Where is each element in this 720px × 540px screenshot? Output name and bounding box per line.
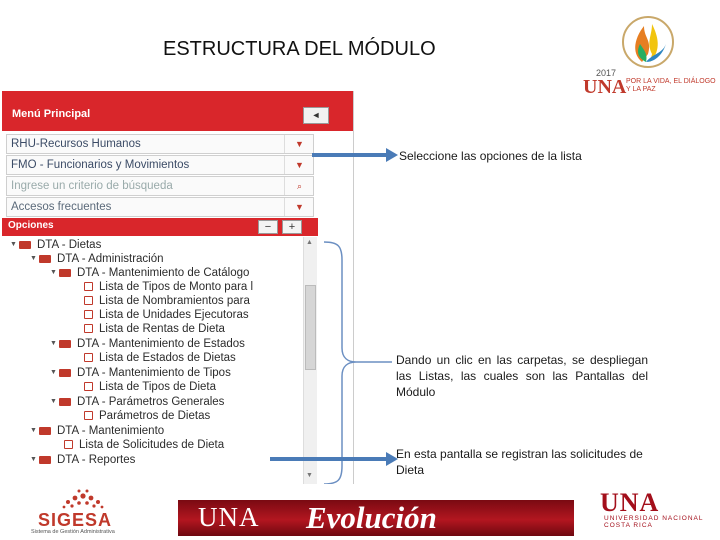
tree-list-item[interactable]	[84, 410, 210, 424]
document-icon	[84, 382, 93, 391]
folder-open-icon	[19, 240, 33, 249]
tree-label: Lista de Rentas de Dieta	[99, 323, 225, 335]
document-icon	[84, 324, 93, 333]
sigesa-name: SIGESA	[38, 510, 113, 530]
tree-list-item[interactable]	[64, 439, 224, 453]
document-icon	[84, 310, 93, 319]
sigesa-dots-icon	[48, 488, 118, 510]
tree-label: Parámetros de Dietas	[99, 410, 211, 422]
options-label: Opciones	[8, 220, 54, 231]
options-bar	[2, 218, 318, 236]
tree-label: DTA - Mantenimiento de Estados	[77, 338, 245, 350]
scroll-up-icon[interactable]: ▲	[306, 239, 313, 246]
folder-open-icon	[39, 455, 53, 464]
una-logo-subtitle: UNIVERSIDAD NACIONAL COSTA RICA	[604, 515, 704, 529]
note-register: En esta pantalla se registran las solicitudes de Dieta	[396, 447, 643, 477]
tree-label: Lista de Tipos de Dieta	[99, 381, 216, 393]
tree-label: DTA - Mantenimiento	[57, 425, 165, 437]
tree-folder[interactable]	[30, 425, 164, 439]
tree-label: Lista de Nombramientos para	[99, 295, 250, 307]
expand-all-button[interactable]: +	[282, 220, 302, 234]
scroll-down-icon[interactable]: ▼	[306, 472, 313, 479]
tree-label: DTA - Mantenimiento de Tipos	[77, 367, 231, 379]
chevron-down-icon[interactable]: ▼	[284, 135, 314, 153]
arrow-icon	[270, 452, 398, 466]
tree-folder[interactable]	[50, 267, 249, 281]
brace-icon	[322, 240, 394, 486]
tree-list-item[interactable]	[84, 295, 250, 309]
submodule-select[interactable]	[6, 155, 314, 175]
tree-list-item[interactable]	[84, 381, 216, 395]
folder-open-icon	[59, 268, 73, 277]
tree-folder[interactable]	[50, 367, 231, 381]
folder-open-icon	[59, 397, 73, 406]
document-icon	[84, 296, 93, 305]
folder-open-icon	[39, 254, 53, 263]
document-icon	[84, 353, 93, 362]
una-2017-logo	[582, 12, 716, 98]
logo-tagline: POR LA VIDA, EL DIÁLOGO Y LA PAZ	[626, 78, 716, 93]
arrow-icon	[312, 148, 398, 162]
tree-list-item[interactable]	[84, 309, 249, 323]
tree-folder[interactable]	[30, 253, 164, 267]
expand-triangle-icon: ▼	[50, 398, 57, 406]
expand-triangle-icon: ▼	[30, 255, 37, 263]
main-menu-panel	[2, 91, 354, 484]
menu-header	[2, 91, 354, 131]
tree-list-item[interactable]	[84, 352, 236, 366]
frequent-access-select[interactable]	[6, 197, 314, 217]
flame-icon	[622, 14, 674, 70]
folder-open-icon	[59, 339, 73, 348]
document-icon	[64, 440, 73, 449]
tree-scrollbar[interactable]	[303, 237, 317, 484]
tree-label: DTA - Mantenimiento de Catálogo	[77, 267, 250, 279]
tree-label: Lista de Tipos de Monto para l	[99, 281, 254, 293]
expand-triangle-icon: ▼	[30, 427, 37, 435]
expand-triangle-icon: ▼	[50, 369, 57, 377]
collapse-menu-button[interactable]: ◄	[303, 107, 329, 124]
logo-year: 2017	[596, 68, 617, 78]
chevron-down-icon[interactable]: ▼	[284, 156, 314, 174]
sigesa-logo	[26, 488, 156, 538]
slide-title: ESTRUCTURA DEL MÓDULO	[163, 38, 436, 60]
search-input[interactable]	[6, 176, 314, 196]
menu-title: Menú Principal	[12, 108, 91, 120]
document-icon	[84, 411, 93, 420]
expand-triangle-icon: ▼	[30, 456, 37, 464]
search-placeholder: Ingrese un criterio de búsqueda	[11, 180, 173, 192]
tree-folder[interactable]	[50, 396, 224, 410]
tree-label: DTA - Administración	[57, 253, 164, 265]
folder-open-icon	[59, 368, 73, 377]
note-select-options: Seleccione las opciones de la lista	[399, 149, 582, 163]
una-logo-text: UNA	[600, 488, 660, 517]
tree-folder[interactable]	[50, 338, 245, 352]
sigesa-subtitle: Sistema de Gestión Administrativa	[31, 529, 115, 535]
frequent-access-value: Accesos frecuentes	[11, 201, 112, 213]
banner-evolucion: Evolución	[306, 500, 437, 535]
tree-folder[interactable]	[10, 239, 101, 253]
options-tree	[2, 238, 302, 484]
chevron-down-icon[interactable]: ▼	[284, 198, 314, 216]
tree-list-item[interactable]	[84, 323, 225, 337]
banner-una: UNA	[198, 502, 260, 532]
submodule-select-value: FMO - Funcionarios y Movimientos	[11, 159, 190, 171]
tree-label: Lista de Solicitudes de Dieta	[79, 439, 225, 451]
expand-triangle-icon: ▼	[10, 241, 17, 249]
tree-folder[interactable]	[30, 454, 135, 468]
tree-list-item[interactable]	[84, 281, 253, 295]
document-icon	[84, 282, 93, 291]
module-select[interactable]	[6, 134, 314, 154]
tree-label: DTA - Reportes	[57, 454, 136, 466]
una-university-logo	[600, 488, 710, 538]
expand-triangle-icon: ▼	[50, 340, 57, 348]
module-select-value: RHU-Recursos Humanos	[11, 138, 141, 150]
tree-label: Lista de Estados de Dietas	[99, 352, 236, 364]
search-icon[interactable]: ⌕	[284, 177, 314, 195]
logo-brand: UNA	[583, 76, 627, 98]
tree-label: DTA - Parámetros Generales	[77, 396, 225, 408]
expand-triangle-icon: ▼	[50, 269, 57, 277]
tree-label: Lista de Unidades Ejecutoras	[99, 309, 249, 321]
scrollbar-thumb[interactable]	[305, 285, 316, 370]
folder-open-icon	[39, 426, 53, 435]
una-evolucion-banner	[178, 500, 574, 536]
collapse-all-button[interactable]: −	[258, 220, 278, 234]
note-folders: Dando un clic en las carpetas, se despliegan las Listas, las cuales son las Pantallas del Módulo	[396, 353, 648, 399]
tree-label: DTA - Dietas	[37, 239, 102, 251]
